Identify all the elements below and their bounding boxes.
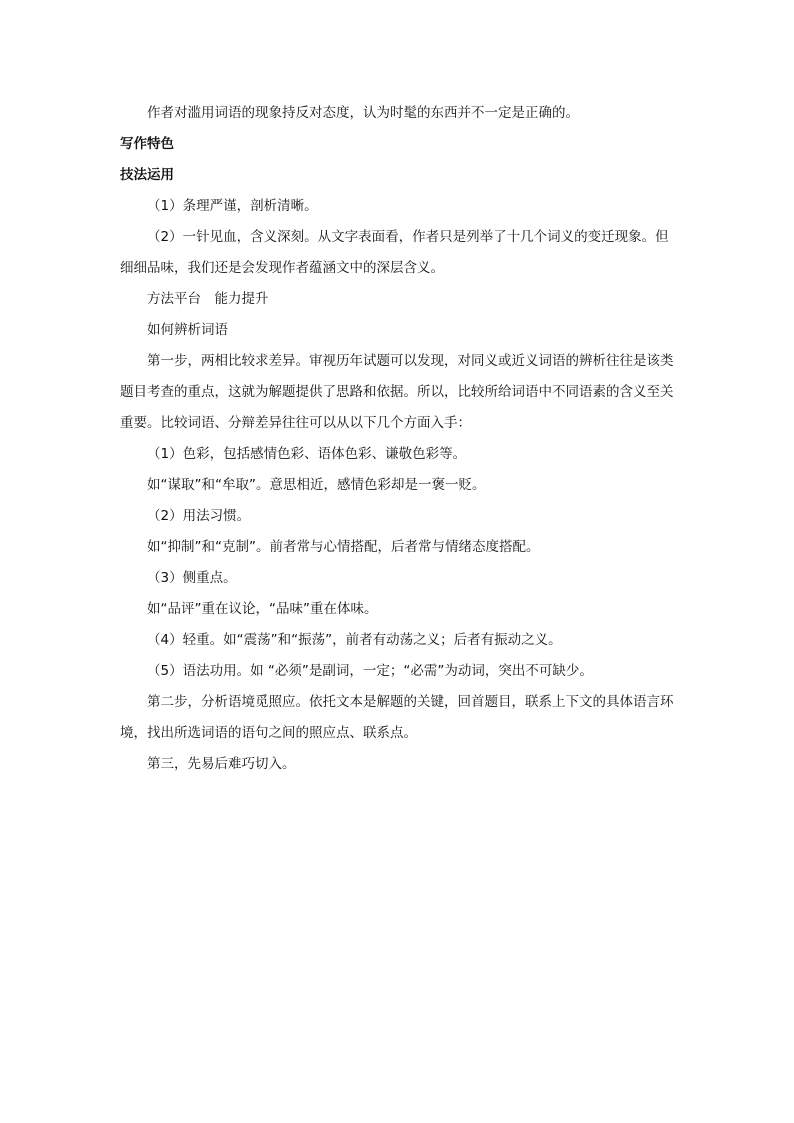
paragraph-point-weight: （4）轻重。如“震荡”和“振荡”，前者有动荡之义；后者有振动之义。 (147, 632, 562, 648)
paragraph-example-usage: 如“抑制”和“克制”。前者常与心情搭配，后者常与情绪态度搭配。 (147, 539, 540, 555)
paragraph-step-three: 第三，先易后难巧切入。 (147, 756, 296, 772)
paragraph-point-color: （1）色彩，包括感情色彩、语体色彩、谦敬色彩等。 (147, 446, 467, 462)
paragraph-point-focus: （3）侧重点。 (147, 570, 237, 586)
document-body (120, 98, 680, 780)
paragraph-point-grammar: （5）语法功用。如 “必须”是副词，一定；“必需”为动词，突出不可缺少。 (147, 663, 593, 679)
paragraph-point-usage: （2）用法习惯。 (147, 508, 251, 524)
paragraph-method-platform: 方法平台 能力提升 (147, 291, 269, 307)
paragraph-technique-2: （2）一针见血，含义深刻。从文字表面看，作者只是列举了十几个词义的变迁现象。但细细品味，我们还是会发现作者蕴涵文中的深层含义。 (120, 229, 669, 276)
paragraph-author-attitude: 作者对滥用词语的现象持反对态度，认为时髦的东西并不一定是正确的。 (147, 105, 579, 121)
paragraph-example-color: 如“谋取”和“牟取”。意思相近，感情色彩却是一褒一贬。 (147, 477, 486, 493)
heading-technique-application: 技法运用 (120, 167, 174, 183)
paragraph-technique-1: （1）条理严谨，剖析清晰。 (147, 198, 318, 214)
paragraph-step-two: 第二步，分析语境觅照应。依托文本是解题的关键，回首题目，联系上下文的具体语言环境，找出所选词语的语句之间的照应点、联系点。 (120, 694, 674, 741)
heading-writing-features: 写作特色 (120, 136, 174, 152)
paragraph-step-one: 第一步，两相比较求差异。审视历年试题可以发现，对同义或近义词语的辨析往往是该类题目考查的重点，这就为解题提供了思路和依据。所以，比较所给词语中不同语素的含义至关重要。比较词语、分辩差异往往可以从以下几个方面入手： (120, 353, 674, 431)
paragraph-example-focus: 如“品评”重在议论，“品味”重在体味。 (147, 601, 378, 617)
paragraph-how-to-analyze: 如何辨析词语 (147, 322, 228, 338)
